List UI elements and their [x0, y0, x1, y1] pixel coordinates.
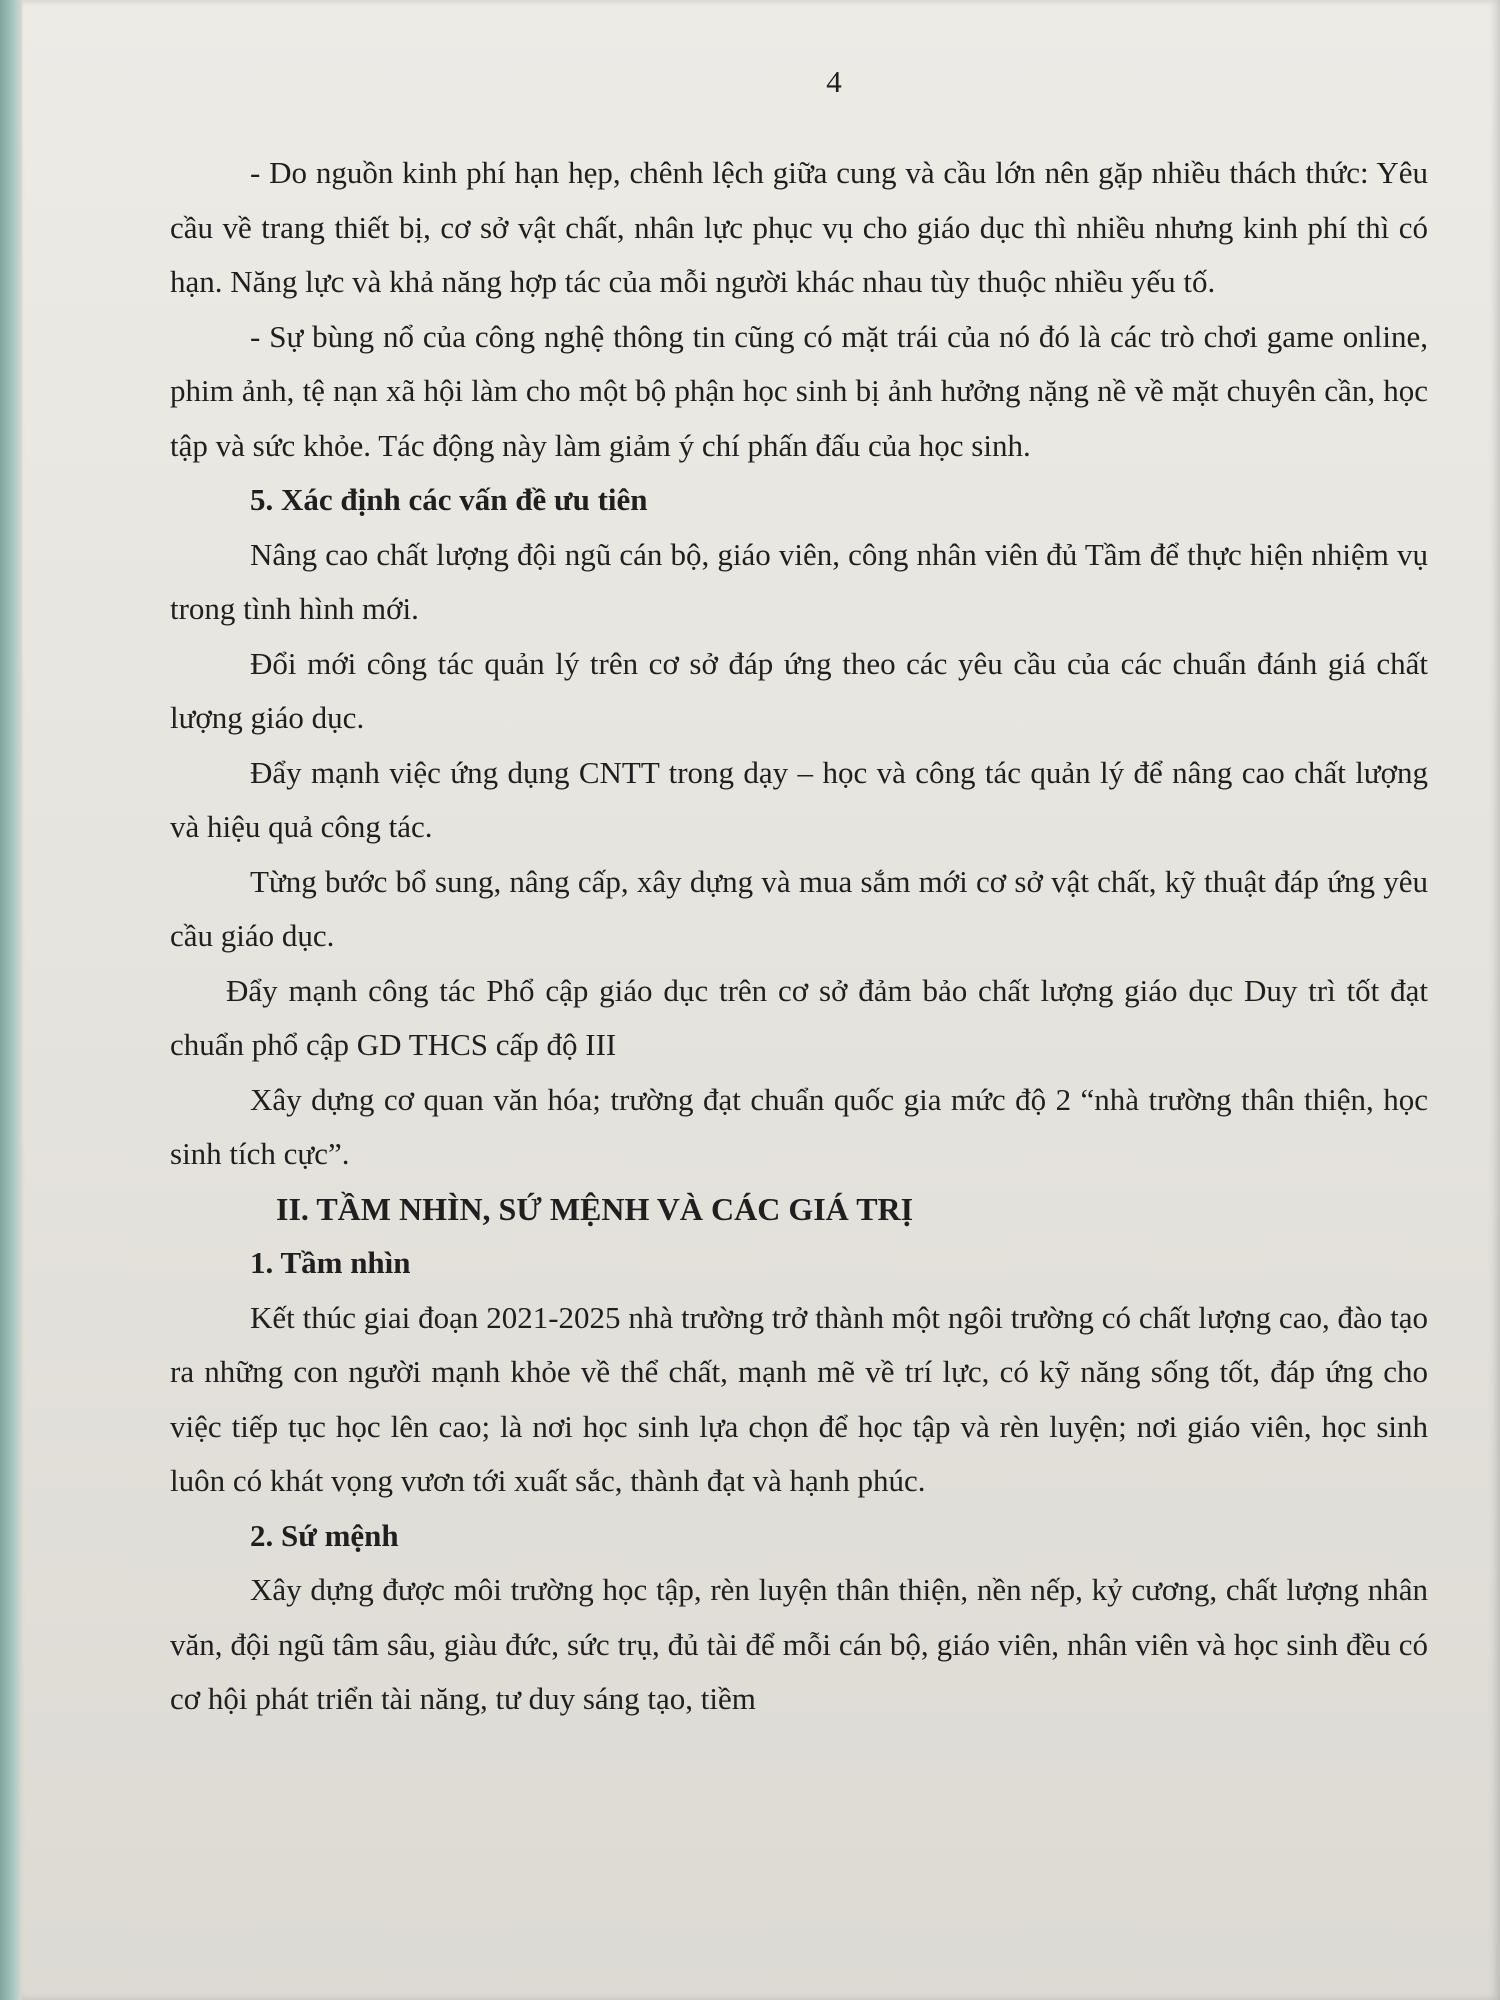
page-content: [170, 60, 1428, 1727]
document-page: [22, 0, 1500, 2000]
page-number: 4: [826, 64, 842, 99]
paragraph-priority-universal-education: Đẩy mạnh công tác Phổ cập giáo dục trên cơ sở đảm bảo chất lượng giáo dục Duy trì tốt đạt chuẩn phổ cập GD THCS cấp độ III: [170, 972, 1428, 1062]
heading-vision: 1. Tầm nhìn: [250, 1245, 411, 1280]
paragraph-funding: - Do nguồn kinh phí hạn hẹp, chênh lệch giữa cung và cầu lớn nên gặp nhiều thách thức: Yêu cầu về trang thiết bị, cơ sở vật chất, nhân lực phục vụ cho giáo dục thì nhiều nhưng kinh phí thì có hạn. Năng lực và khả năng hợp tác của mỗi người khác nhau tùy thuộc nhiều yếu tố.: [170, 155, 1428, 299]
paragraph-priority-management: Đổi mới công tác quản lý trên cơ sở đáp ứng theo các yêu cầu của các chuẩn đánh giá chất lượng giáo dục.: [170, 645, 1428, 735]
paragraph-vision: Kết thúc giai đoạn 2021-2025 nhà trường trở thành một ngôi trường có chất lượng cao, đào tạo ra những con người mạnh khỏe về thể chất, mạnh mẽ về trí lực, có kỹ năng sống tốt, đáp ứng cho việc tiếp tục học lên cao; là nơi học sinh lựa chọn để học tập và rèn luyện; nơi giáo viên, học sinh luôn có khát vọng vươn tới xuất sắc, thành đạt và hạnh phúc.: [170, 1299, 1428, 1498]
heading-section-II: II. TẦM NHÌN, SỨ MỆNH VÀ CÁC GIÁ TRỊ: [276, 1190, 914, 1227]
heading-mission: 2. Sứ mệnh: [250, 1517, 399, 1553]
paragraph-priority-facilities: Từng bước bổ sung, nâng cấp, xây dựng và mua sắm mới cơ sở vật chất, kỹ thuật đáp ứng yêu cầu giáo dục.: [170, 863, 1428, 953]
paragraph-priority-it: Đẩy mạnh việc ứng dụng CNTT trong dạy – học và công tác quản lý để nâng cao chất lượng và hiệu quả công tác.: [170, 754, 1428, 844]
paragraph-mission: Xây dựng được môi trường học tập, rèn luyện thân thiện, nền nếp, kỷ cương, chất lượng nhân văn, đội ngũ tâm sâu, giàu đức, sức trụ, đủ tài để mỗi cán bộ, giáo viên, nhân viên và học sinh đều có cơ hội phát triển tài năng, tư duy sáng tạo, tiềm: [170, 1572, 1428, 1716]
heading-priorities: 5. Xác định các vấn đề ưu tiên: [250, 482, 648, 517]
paragraph-technology: - Sự bùng nổ của công nghệ thông tin cũng có mặt trái của nó đó là các trò chơi game online, phim ảnh, tệ nạn xã hội làm cho một bộ phận học sinh bị ảnh hưởng nặng nề về mặt chuyên cần, học tập và sức khỏe. Tác động này làm giảm ý chí phấn đấu của học sinh.: [170, 318, 1428, 463]
paragraph-priority-culture: Xây dựng cơ quan văn hóa; trường đạt chuẩn quốc gia mức độ 2 “nhà trường thân thiện, học sinh tích cực”.: [170, 1081, 1428, 1171]
page-edge: [0, 0, 22, 2000]
paragraph-priority-staff: Nâng cao chất lượng đội ngũ cán bộ, giáo viên, công nhân viên đủ Tầm để thực hiện nhiệm vụ trong tình hình mới.: [170, 536, 1428, 626]
